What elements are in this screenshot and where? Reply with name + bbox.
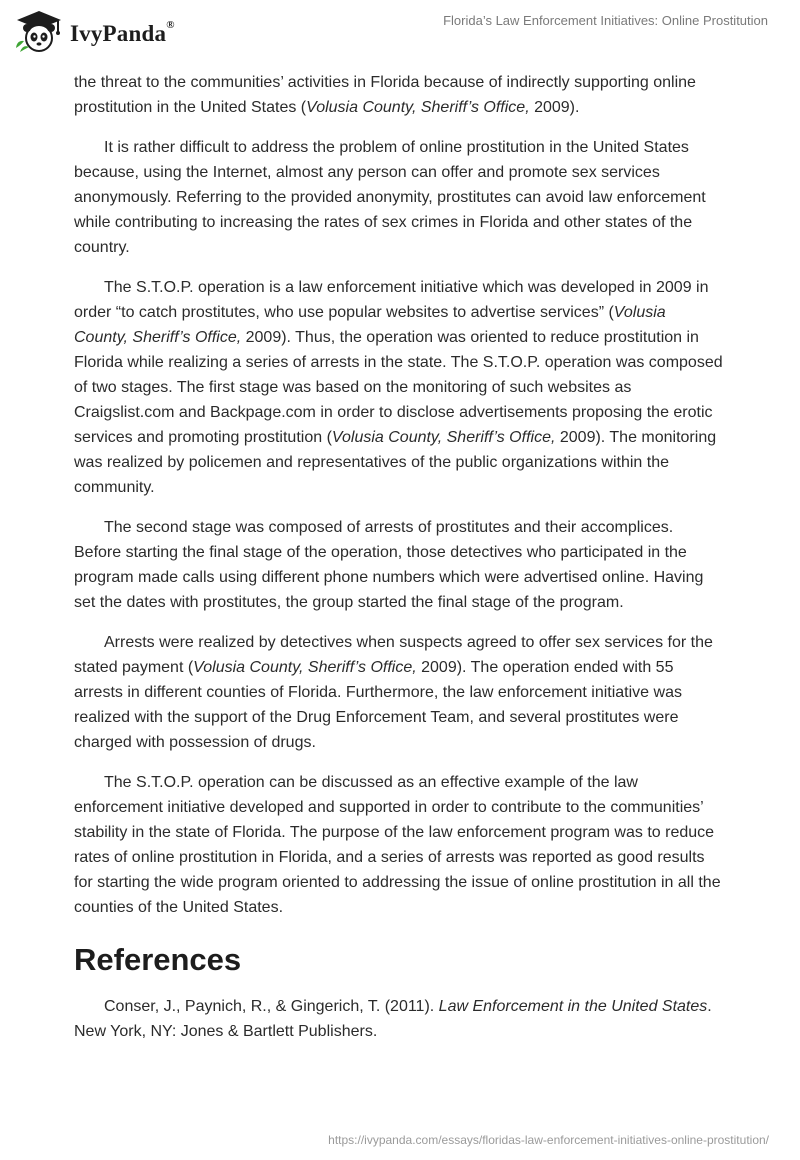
italic-citation: Volusia County, Sheriff’s Office, [193,659,417,676]
text-segment: Conser, J., Paynich, R., & Gingerich, T. (2011). [104,998,439,1015]
text-segment: 2009). The monitoring was realized by policemen and representatives of the public organizations within the community. [74,429,717,496]
ivypanda-logo[interactable] [14,8,175,59]
essay-body [74,70,724,1059]
text-segment: It is rather difficult to address the problem of online prostitution in the United States because, using the Internet, almost any person can offer and promote sex services anonymously. Referring to the provided anonymity, prostitutes can avoid law enforcement while contributing to increasing the rates of sex crimes in Florida and other states of the country. [74,139,706,256]
essay-paragraphs [74,70,724,920]
text-segment: Arrests were realized by detectives when suspects agreed to offer sex services for the stated payment ( [74,634,713,676]
text-segment: the threat to the communities’ activities in Florida because of indirectly supporting online prostitution in the United States ( [74,74,696,116]
body-paragraph [74,275,724,500]
italic-citation: Volusia County, Sheriff’s Office, [306,99,530,116]
text-segment: The second stage was composed of arrests of prostitutes and their accomplices. Before starting the final stage of the operation, those detectives who participated in the program made calls using different phone numbers which were advertised online. Having set the dates with prostitutes, the group started the final stage of the program. [74,519,704,611]
text-segment: The S.T.O.P. operation can be discussed as an effective example of the law enforcement initiative developed and supported in order to contribute to the communities’ stability in the state of Florida. The purpose of the law enforcement program was to reduce rates of online prostitution in Florida, and a series of arrests was reported as good results for starting the wide program oriented to addressing the issue of online prostitution in all the counties of the United States. [74,774,721,916]
brand-name: IvyPanda® [70,18,175,46]
text-segment: The S.T.O.P. operation is a law enforcement initiative which was developed in 2009 in order “to catch prostitutes, who use popular websites to advertise services” ( [74,279,709,321]
text-segment: 2009). [529,99,580,116]
body-paragraph [74,135,724,260]
italic-citation: Volusia County, Sheriff’s Office, [331,429,556,446]
page-header [0,0,800,70]
body-paragraph [74,630,724,755]
body-paragraph [74,70,724,120]
body-paragraph [74,515,724,615]
italic-citation: Volusia County, Sheriff’s Office, [74,304,666,346]
panda-graduate-icon [14,8,64,59]
text-segment: 2009). The operation ended with 55 arrests in different counties of Florida. Furthermore, the law enforcement initiative was realized with the support of the Drug Enforcement Team, and several prostitutes were charged with possession of drugs. [74,659,682,751]
source-url[interactable]: https://ivypanda.com/essays/floridas-law-enforcement-initiatives-online-prostitution/ [328,1133,769,1147]
reference-list [74,994,724,1044]
references-heading: References [74,942,242,977]
body-paragraph [74,770,724,920]
document-title: Florida’s Law Enforcement Initiatives: Online Prostitution [443,13,768,28]
text-segment: . New York, NY: Jones & Bartlett Publishers. [74,998,712,1040]
italic-citation: Law Enforcement in the United States [438,998,708,1015]
text-segment: 2009). Thus, the operation was oriented to reduce prostitution in Florida while realizing a series of arrests in the state. The S.T.O.P. operation was composed of two stages. The first stage was based on the monitoring of such websites as Craigslist.com and Backpage.com in order to disclose advertisements proposing the erotic services and promoting prostitution ( [74,329,723,446]
reference-entry [74,994,724,1044]
